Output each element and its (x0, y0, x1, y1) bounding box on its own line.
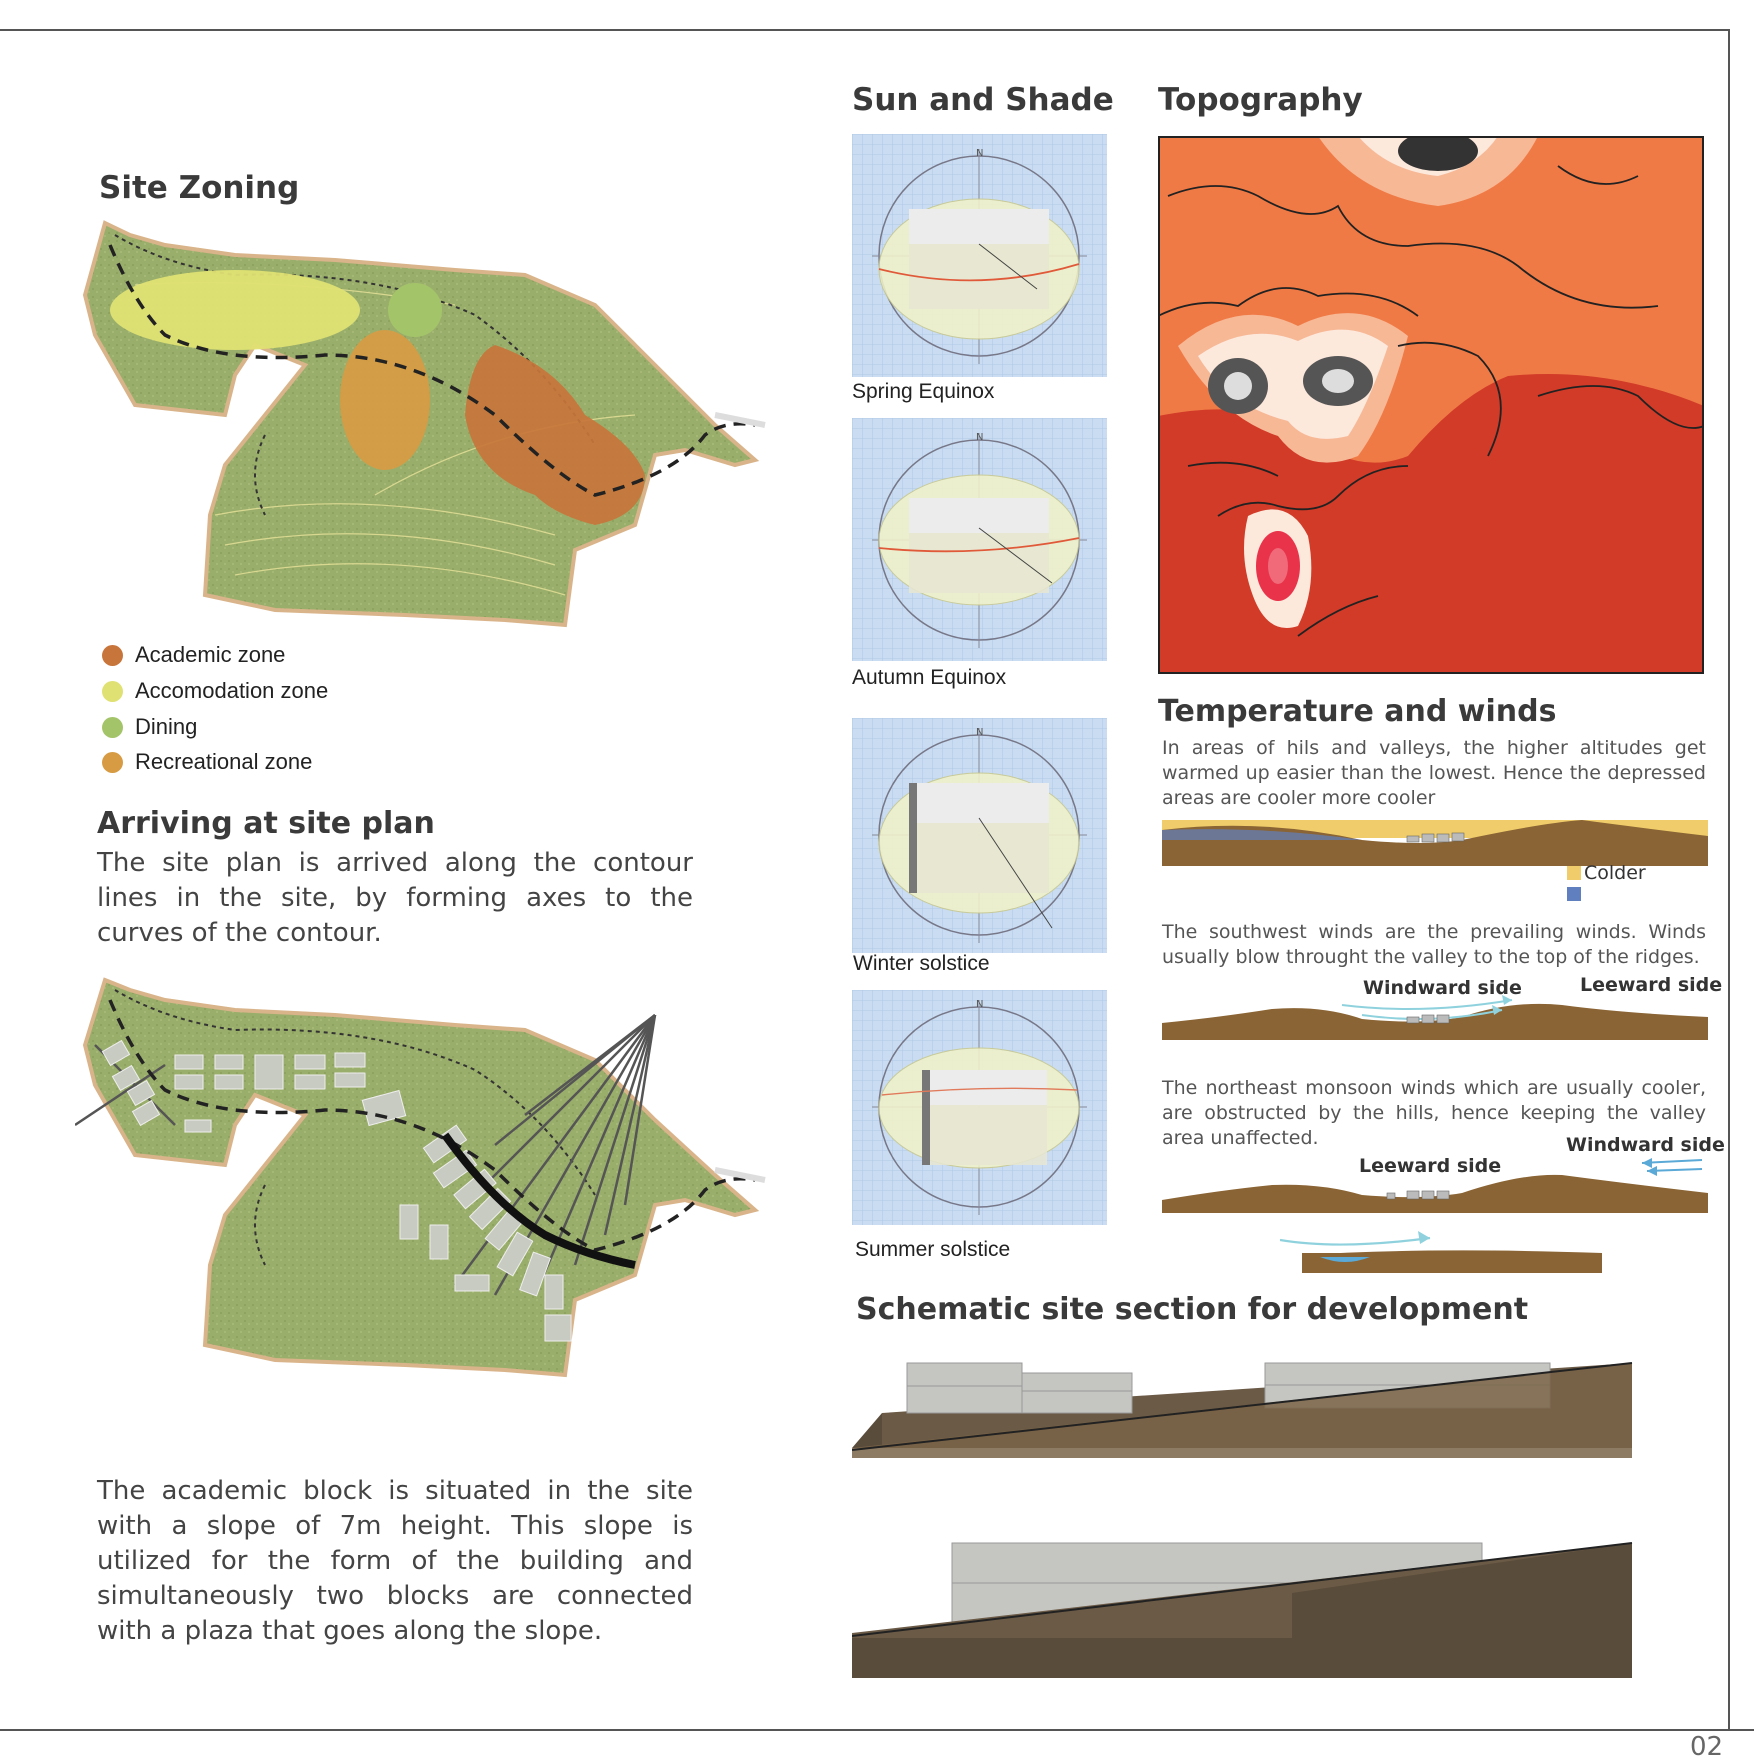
legend-dot-recreational (102, 752, 123, 773)
temperature-text-1: In areas of hils and valleys, the higher altitudes get warmed up easier than the lowest. Hence the depressed areas are cooler more cooler (1162, 737, 1706, 809)
temperature-title: Temperature and winds (1158, 694, 1557, 729)
windward-label-1: Windward side (1363, 977, 1522, 999)
schematic-section-2 (852, 1538, 1637, 1678)
page-frame-top (0, 29, 1730, 31)
caption-autumn: Autumn Equinox (852, 666, 1007, 689)
compass-label: N (976, 148, 984, 159)
site-plan-buildings (75, 975, 795, 1385)
arriving-text: The site plan is arrived along the contour lines in the site, by forming axes to the curves of the contour. (97, 848, 693, 948)
compass-label: N (976, 999, 984, 1010)
arriving-title: Arriving at site plan (97, 806, 435, 841)
topography-title: Topography (1158, 82, 1363, 118)
site-zoning-plan (75, 215, 795, 635)
section-southwest-winds (1162, 995, 1708, 1045)
sun-diagram-winter (852, 718, 1107, 953)
leeward-label-1: Leeward side (1580, 974, 1723, 996)
caption-summer: Summer solstice (855, 1238, 1011, 1261)
legend-colder: Colder (1584, 862, 1646, 884)
section-valley-detail (1280, 1225, 1610, 1275)
legend-colder-swatch (1567, 866, 1581, 880)
page-number: 02 (1690, 1732, 1724, 1762)
sun-diagram-summer (852, 990, 1107, 1225)
leeward-label-2: Leeward side (1359, 1155, 1502, 1177)
compass-label: N (976, 432, 984, 443)
legend-label-accomodation: Accomodation zone (135, 678, 329, 703)
legend-dot-academic (102, 645, 123, 666)
legend-recreational (102, 749, 312, 775)
schematic-section-1 (852, 1358, 1637, 1458)
topography-map (1158, 136, 1704, 674)
site-boundary (85, 980, 755, 1375)
caption-spring: Spring Equinox (852, 380, 995, 403)
dining-zone (388, 283, 442, 337)
legend-dot-dining (102, 717, 123, 738)
temperature-text-2: The southwest winds are the prevailing winds. Winds usually blow throught the valley to the top of the ridges. (1162, 921, 1706, 968)
temperature-text-3: The northeast monsoon winds which are usually cooler, are obstructed by the hills, hence keeping the valley area unaffected. (1162, 1077, 1706, 1149)
sun-diagram-spring (852, 134, 1107, 377)
sun-diagram-autumn (852, 418, 1107, 661)
windward-label-2: Windward side (1566, 1134, 1725, 1156)
site-zoning-title: Site Zoning (99, 170, 300, 206)
accomodation-zone (110, 270, 360, 350)
legend-dining (102, 714, 197, 740)
legend-blue-swatch (1567, 887, 1581, 901)
compass-label: N (976, 727, 984, 738)
legend-label-academic: Academic zone (135, 642, 286, 667)
page-frame-right (1728, 29, 1730, 1729)
recreational-zone (340, 330, 430, 470)
schematic-title: Schematic site section for development (856, 1292, 1529, 1327)
section-temperature (1162, 818, 1708, 868)
legend-academic (102, 642, 285, 668)
legend-dot-accomodation (102, 681, 123, 702)
legend-label-recreational: Recreational zone (135, 749, 313, 774)
caption-winter: Winter solstice (853, 952, 990, 975)
sun-shade-title: Sun and Shade (852, 82, 1114, 118)
academic-text: The academic block is situated in the site with a slope of 7m height. This slope is utilized for the form of the building and simultaneously two blocks are connected with a plaza that goes along the slope. (97, 1476, 693, 1646)
section-northeast-winds (1162, 1155, 1708, 1215)
page-frame-bottom (0, 1729, 1754, 1731)
legend-accomodation (102, 678, 328, 704)
legend-label-dining: Dining (135, 714, 198, 739)
